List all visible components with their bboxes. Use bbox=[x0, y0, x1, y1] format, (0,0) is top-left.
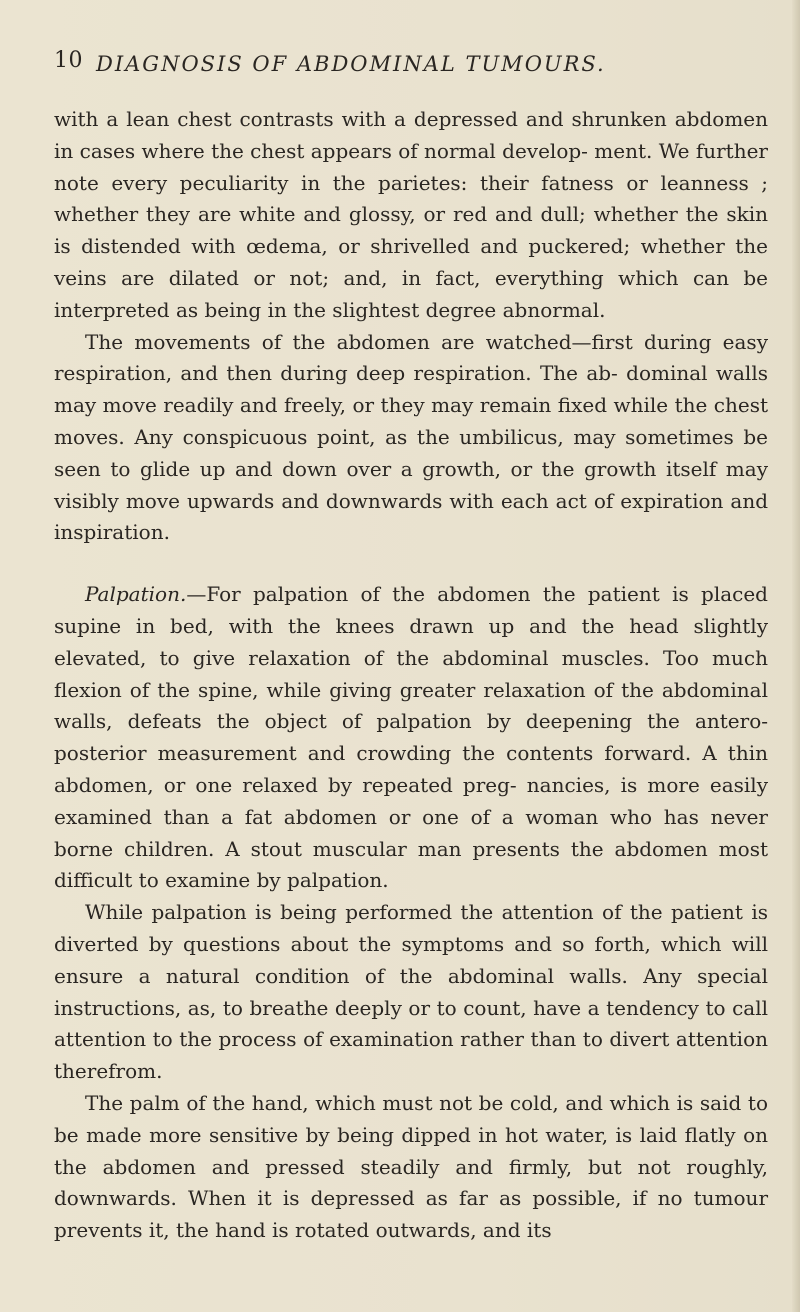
body-text bbox=[54, 104, 768, 1247]
running-title: DIAGNOSIS OF ABDOMINAL TUMOURS. bbox=[96, 52, 606, 76]
paragraph-continuation: with a lean chest contrasts with a depressed and shrunken abdomen in cases where the chest appears of normal develop- ment. We further note every peculiarity in the parietes: their fatness or leanness ; whether they are white and glossy, or red and dull; whether the skin is distended with œdema, or shrivelled and puckered; whether the veins are dilated or not; and, in fact, everything which can be interpreted as being in the slightest degree abnormal. bbox=[54, 107, 768, 322]
page-number: 10 bbox=[54, 48, 83, 73]
paragraph-attention: While palpation is being performed the attention of the patient is diverted by questions about the symptoms and so forth, which will ensure a natural condition of the abdominal walls. Any special instructions, as, to breathe deeply or to count, have a tendency to call attention to the process of examination rather than to divert attention therefrom. bbox=[54, 900, 768, 1084]
paragraph-palm-of-hand: The palm of the hand, which must not be cold, and which is said to be made more sensitive by being dipped in hot water, is laid flatly on the abdomen and pressed steadily and firmly, but not roughly, downwards. When it is depressed as far as possible, if no tumour prevents it, the hand is rotated outwards, and its bbox=[54, 1090, 768, 1243]
section-heading-palpation: Palpation. bbox=[85, 582, 187, 607]
palpation-text: —For palpation of the abdomen the patient is placed supine in bed, with the knees drawn up and the head slightly elevated, to give relaxation of the abdominal muscles. Too much flexion of the spine, while giving greater relaxation of the abdominal walls, defeats the object of palpation by deepening the antero-posterior measurement and crowding the contents forward. A thin abdomen, or one relaxed by repeated preg- nancies, is more easily examined than a fat abdomen or one of a woman who has never borne children. A stout muscular man presents the abdomen most difficult to examine by palpation. bbox=[54, 582, 768, 893]
paragraph-palpation bbox=[54, 579, 768, 897]
paragraph-movements: The movements of the abdomen are watched—first during easy respiration, and then during deep respiration. The ab- dominal walls may move readily and freely, or they may remain fixed while the chest moves. Any conspicuous point, as the umbilicus, may sometimes be seen to glide up and down over a growth, or the growth itself may visibly move upwards and downwards with each act of expiration and inspiration. bbox=[54, 329, 768, 545]
page-edge bbox=[792, 0, 800, 1312]
